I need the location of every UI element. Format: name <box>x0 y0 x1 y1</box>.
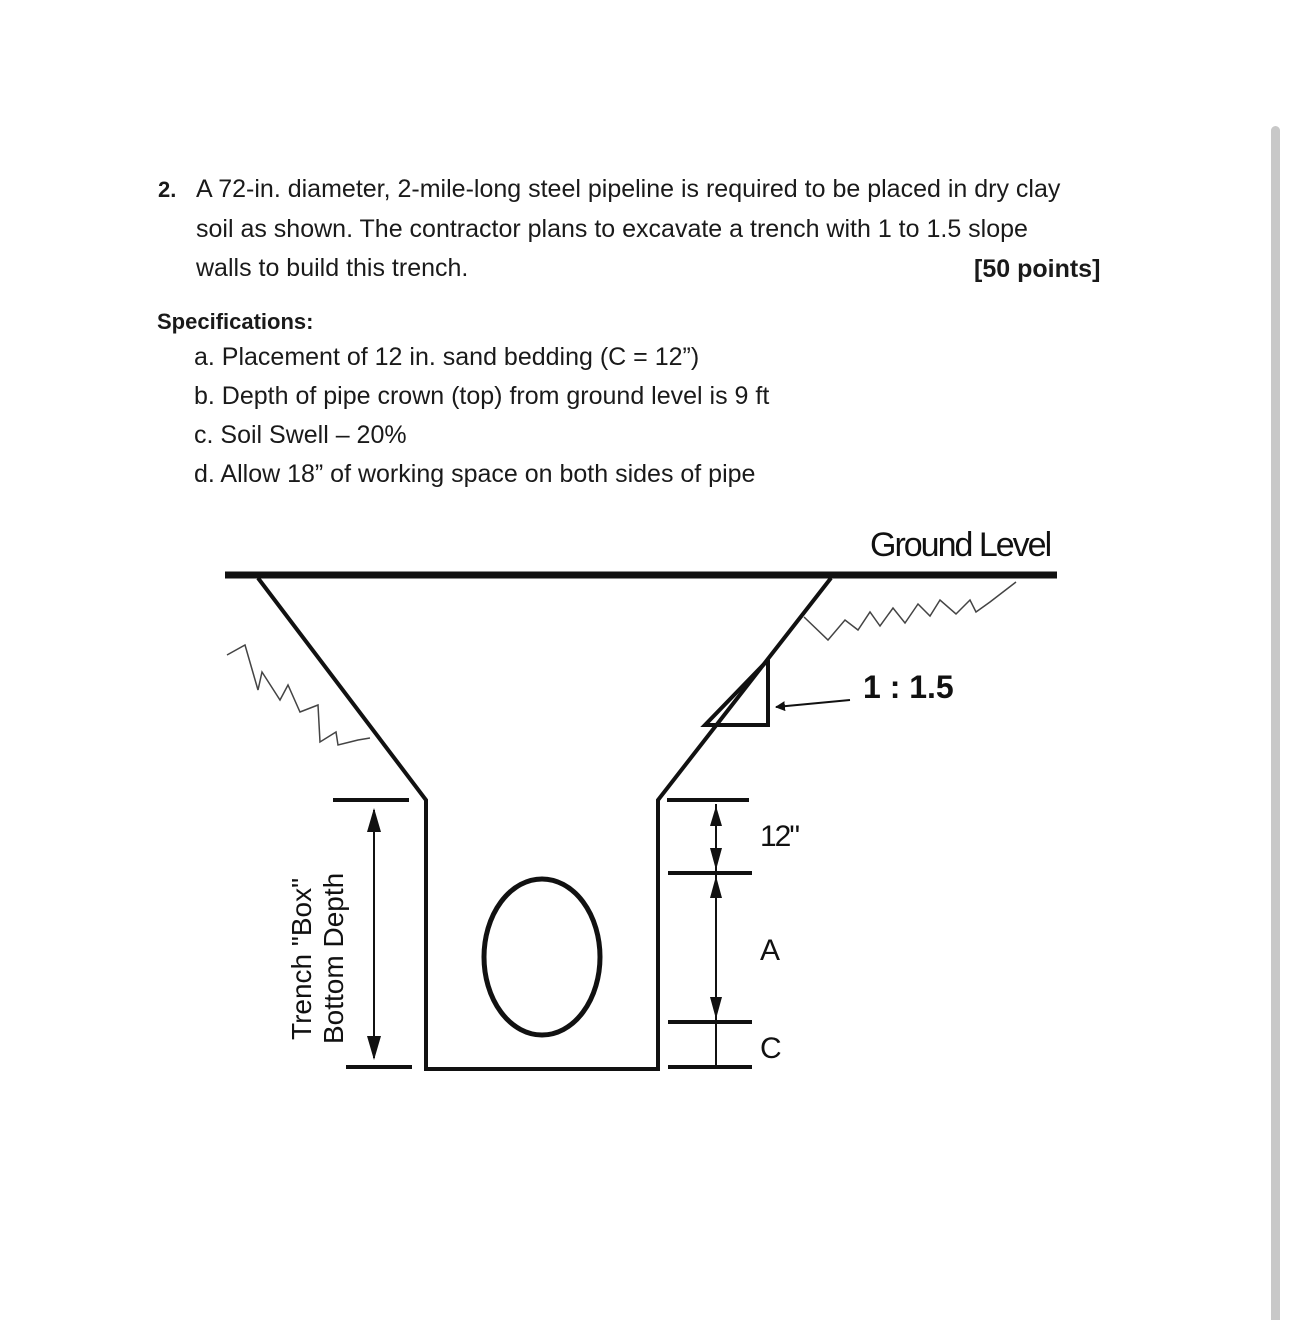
specifications-heading: Specifications: <box>157 309 314 334</box>
spec-item-b: b. Depth of pipe crown (top) from ground level is 9 ft <box>194 382 770 410</box>
spec-item-a: a. Placement of 12 in. sand bedding (C = 12”) <box>194 343 700 371</box>
box-depth-arrow-top <box>367 808 381 832</box>
dim-a-arrow-up <box>710 876 722 898</box>
dim-12-arrow-up <box>710 806 722 826</box>
slope-ratio-label: 1 : 1.5 <box>863 669 954 705</box>
problem-number: 2. <box>158 177 177 202</box>
box-label-line1: Trench "Box" <box>286 877 317 1040</box>
dim-12-arrow-down <box>710 848 722 870</box>
dim-a-label: A <box>760 934 781 967</box>
ground-level-label: Ground Level <box>870 526 1051 564</box>
dim-c-label: C <box>760 1032 782 1065</box>
spec-item-d: d. Allow 18” of working space on both sides of pipe <box>194 460 756 488</box>
problem-line-2: soil as shown. The contractor plans to excavate a trench with 1 to 1.5 slope <box>196 215 1028 243</box>
slope-triangle <box>705 660 768 725</box>
points-label: [50 points] <box>974 255 1101 283</box>
problem-line-1: A 72-in. diameter, 2-mile-long steel pipeline is required to be placed in dry clay <box>196 175 1061 203</box>
box-depth-arrow-bottom <box>367 1036 381 1060</box>
box-label-line2: Bottom Depth <box>318 872 349 1044</box>
slope-arrow <box>776 700 850 707</box>
spec-item-c: c. Soil Swell – 20% <box>194 421 407 449</box>
dim-a-arrow-down <box>710 997 722 1019</box>
problem-line-3: walls to build this trench. <box>196 254 469 282</box>
pipe-circle <box>484 879 600 1035</box>
dim-12-label: 12" <box>760 820 799 853</box>
soil-hatch-right <box>804 582 1016 640</box>
